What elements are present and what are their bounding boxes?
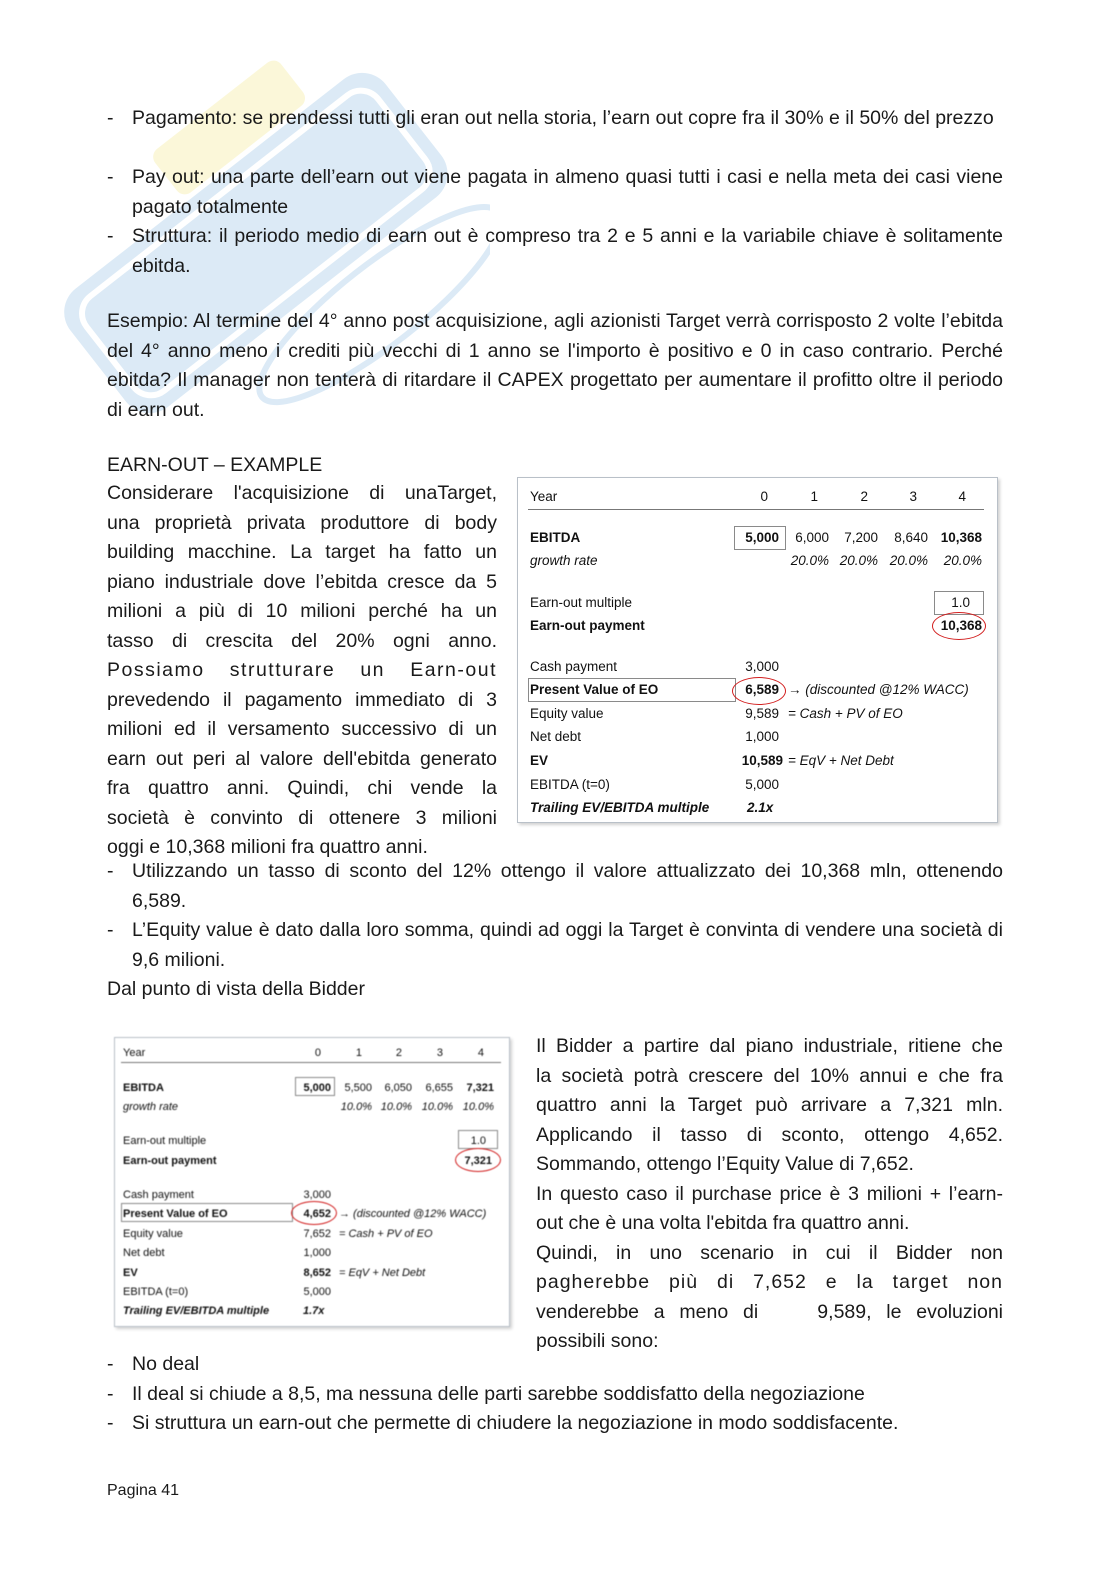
growth-cell: 20.0% bbox=[839, 553, 878, 568]
bullet-item: - Utilizzando un tasso di sconto del 12% ottengo il valore attualizzato dei 10,368 mln, ottenendo 6,589. bbox=[107, 860, 1003, 912]
earnout-table-seller bbox=[517, 477, 998, 823]
header-rule bbox=[121, 1062, 501, 1063]
para-line: earn out peri al valore dell'ebitda generato bbox=[107, 747, 497, 770]
ebitda-cell: 10,368 bbox=[940, 530, 982, 545]
para-line: possibili sono: bbox=[536, 1330, 659, 1352]
ebitda-label: EBITDA bbox=[530, 530, 581, 545]
ebitda0-label: EBITDA (t=0) bbox=[123, 1286, 189, 1298]
eo-multiple-value: 1.0 bbox=[470, 1135, 486, 1147]
year-cell: 2 bbox=[395, 1047, 402, 1059]
ebitda0-label: EBITDA (t=0) bbox=[530, 777, 610, 792]
pv-value: 4,652 bbox=[303, 1208, 331, 1220]
para-line: out che è una volta l'ebitda fra quattro anni. bbox=[536, 1212, 910, 1234]
year-cell: 2 bbox=[860, 489, 868, 504]
eo-multiple-label: Earn-out multiple bbox=[123, 1135, 207, 1147]
ebitda0-value: 5,000 bbox=[745, 777, 779, 792]
para-line: milioni ed il versamento successivo di un bbox=[107, 718, 497, 740]
ebitda-cell: 5,000 bbox=[745, 530, 779, 545]
trailing-label: Trailing EV/EBITDA multiple bbox=[530, 800, 710, 815]
para-line: building macchine. La target ha fatto un bbox=[107, 541, 497, 563]
para-line: Il Bidder a partire dal piano industriale, ritiene che bbox=[536, 1035, 1003, 1057]
ebitda-label: EBITDA bbox=[123, 1082, 164, 1094]
eo-payment-label: Earn-out payment bbox=[123, 1155, 217, 1167]
trailing-value: 1.7x bbox=[303, 1305, 325, 1317]
bullet-item: - L’Equity value è dato dalla loro somma, quindi ad oggi la Target è convinta di vendere una società di 9,6 milioni. bbox=[107, 919, 1003, 971]
para-line: Sommando, ottengo l’Equity Value di 7,652. bbox=[536, 1153, 914, 1175]
ebitda-cell: 6,000 bbox=[795, 530, 829, 545]
year-cell: 1 bbox=[810, 489, 818, 504]
eo-payment-value: 7,321 bbox=[464, 1155, 492, 1167]
para-line: piano industriale dove l’ebitda cresce da 5 bbox=[107, 570, 497, 593]
ebitda-cell: 7,200 bbox=[844, 530, 878, 545]
growth-label: growth rate bbox=[530, 553, 598, 568]
para-line: prevedendo il pagamento immediato di 3 bbox=[107, 688, 497, 711]
bullet-item: - No deal bbox=[107, 1353, 200, 1375]
ebitda-cell: 5,500 bbox=[344, 1082, 372, 1094]
bullet-item: - Struttura: il periodo medio di earn out è compreso tra 2 e 5 anni e la variabile chiave è solitamente ebitda. bbox=[107, 225, 1003, 277]
cash-value: 3,000 bbox=[745, 659, 779, 674]
equity-note: = Cash + PV of EO bbox=[339, 1228, 433, 1240]
right-paragraph bbox=[536, 1032, 1003, 1357]
bullet-item: - Si struttura un earn-out che permette di chiudere la negoziazione in modo soddisfacente. bbox=[107, 1412, 899, 1434]
growth-cell: 10.0% bbox=[462, 1101, 494, 1113]
growth-cell: 20.0% bbox=[943, 553, 982, 568]
para-line: quattro anni la Target può arrivare a 7,321 mln. bbox=[536, 1094, 1003, 1116]
year-cell: 1 bbox=[355, 1047, 362, 1059]
page-number: Pagina 41 bbox=[107, 1482, 180, 1499]
equity-value: 7,652 bbox=[303, 1228, 331, 1240]
pv-note: → (discounted @12% WACC) bbox=[339, 1208, 487, 1220]
ev-label: EV bbox=[530, 753, 549, 768]
para-line: fra quattro anni. Quindi, chi vende la bbox=[107, 777, 497, 799]
pv-note: → (discounted @12% WACC) bbox=[788, 682, 969, 697]
header-rule bbox=[528, 509, 984, 510]
equity-note: = Cash + PV of EO bbox=[788, 706, 903, 721]
growth-cell: 10.0% bbox=[340, 1101, 372, 1113]
para-line: pagherebbe più di 7,652 e la target non bbox=[536, 1271, 1003, 1293]
netdebt-value: 1,000 bbox=[303, 1247, 331, 1259]
netdebt-value: 1,000 bbox=[745, 729, 779, 744]
year-cell: 3 bbox=[436, 1047, 443, 1059]
eo-payment-label: Earn-out payment bbox=[530, 618, 645, 633]
ebitda-cell: 7,321 bbox=[466, 1082, 494, 1094]
earnout-table-bidder bbox=[114, 1037, 510, 1327]
ebitda-cell: 6,050 bbox=[384, 1082, 412, 1094]
cash-label: Cash payment bbox=[123, 1189, 194, 1201]
para-line: Possiamo strutturare un Earn-out bbox=[107, 659, 497, 681]
para-line: oggi e 10,368 milioni fra quattro anni. bbox=[107, 836, 428, 858]
example-paragraph: Esempio: Al termine del 4° anno post acquisizione, agli azionisti Target verrà corrisposto 2 volte l’ebitda del 4° anno meno i crediti più vecchi di 1 anno se l'importo è positivo e 0 in caso contrario. Perché ebitda? Il manager non tenterà di ritardare il CAPEX progettato per aumentare il profitto oltre il periodo di earn out. bbox=[107, 310, 1003, 421]
trailing-label: Trailing EV/EBITDA multiple bbox=[123, 1305, 270, 1317]
equity-label: Equity value bbox=[123, 1228, 183, 1240]
para-line: una proprietà privata produttore di body bbox=[107, 511, 497, 534]
bullet-item: - Pagamento: se prendessi tutti gli eran out nella storia, l’earn out copre fra il 30% e il 50% del prezzo bbox=[107, 107, 994, 129]
year-cell: 4 bbox=[477, 1047, 484, 1059]
pv-label: Present Value of EO bbox=[123, 1208, 228, 1220]
growth-cell: 10.0% bbox=[421, 1101, 453, 1113]
para-line: tasso di crescita del 20% ogni anno. bbox=[107, 629, 497, 652]
para-line: la società potrà crescere del 10% annui e che fra bbox=[536, 1064, 1003, 1087]
para-line: Considerare l'acquisizione di unaTarget, bbox=[107, 482, 497, 504]
section-heading: EARN-OUT – EXAMPLE bbox=[107, 454, 323, 476]
ebitda-cell: 6,655 bbox=[425, 1082, 453, 1094]
ev-label: EV bbox=[123, 1267, 138, 1279]
netdebt-label: Net debt bbox=[123, 1247, 165, 1259]
pv-label: Present Value of EO bbox=[530, 682, 659, 697]
eo-payment-value: 10,368 bbox=[940, 618, 982, 633]
year-label: Year bbox=[530, 489, 558, 504]
pv-value: 6,589 bbox=[745, 682, 779, 697]
para-line: In questo caso il purchase price è 3 milioni + l’earn- bbox=[536, 1182, 1003, 1205]
para-line: società è convinto di ottenere 3 milioni bbox=[107, 806, 497, 829]
bidder-intro: Dal punto di vista della Bidder bbox=[107, 978, 365, 1000]
para-line: venderebbe a meno di 9,589, le evoluzioni bbox=[536, 1300, 1003, 1323]
ev-value: 8,652 bbox=[303, 1267, 331, 1279]
year-cell: 0 bbox=[760, 489, 768, 504]
ev-value: 10,589 bbox=[741, 753, 783, 768]
ev-note: = EqV + Net Debt bbox=[339, 1267, 426, 1279]
ebitda-cell: 5,000 bbox=[303, 1082, 331, 1094]
eo-multiple-value: 1.0 bbox=[951, 595, 970, 610]
growth-cell: 20.0% bbox=[889, 553, 928, 568]
trailing-value: 2.1x bbox=[747, 800, 774, 815]
left-paragraph bbox=[107, 479, 497, 863]
bullet-item: - Pay out: una parte dell’earn out viene pagata in almeno quasi tutti i casi e nella meta dei casi viene pagato totalmente bbox=[107, 166, 1003, 218]
bullet-item: - Il deal si chiude a 8,5, ma nessuna delle parti sarebbe soddisfatto della negoziazione bbox=[107, 1383, 865, 1405]
growth-label: growth rate bbox=[123, 1101, 179, 1113]
equity-value: 9,589 bbox=[745, 706, 779, 721]
cash-value: 3,000 bbox=[303, 1189, 331, 1201]
para-line: Applicando il tasso di sconto, ottengo 4,652. bbox=[536, 1123, 1003, 1146]
growth-cell: 20.0% bbox=[790, 553, 829, 568]
para-line: milioni a più di 10 milioni perché ha un bbox=[107, 600, 497, 622]
ebitda0-value: 5,000 bbox=[303, 1286, 331, 1298]
year-cell: 0 bbox=[314, 1047, 321, 1059]
year-cell: 4 bbox=[958, 489, 966, 504]
para-line: Quindi, in uno scenario in cui il Bidder non bbox=[536, 1241, 1003, 1264]
eo-multiple-label: Earn-out multiple bbox=[530, 595, 633, 610]
year-label: Year bbox=[123, 1047, 146, 1059]
cash-label: Cash payment bbox=[530, 659, 618, 674]
ev-note: = EqV + Net Debt bbox=[788, 753, 894, 768]
ebitda-cell: 8,640 bbox=[894, 530, 928, 545]
netdebt-label: Net debt bbox=[530, 729, 582, 744]
year-cell: 3 bbox=[909, 489, 917, 504]
growth-cell: 10.0% bbox=[380, 1101, 412, 1113]
equity-label: Equity value bbox=[530, 706, 604, 721]
